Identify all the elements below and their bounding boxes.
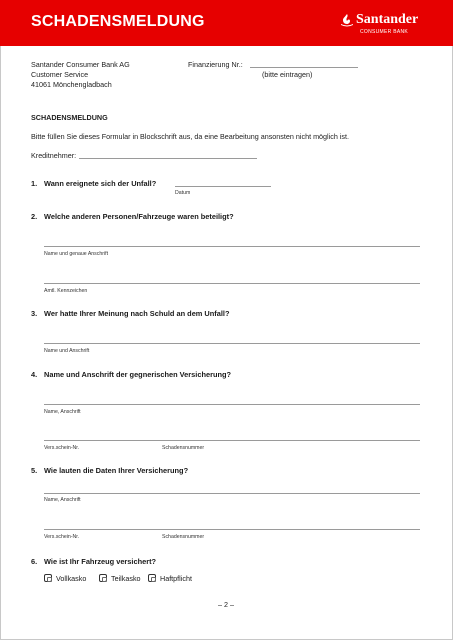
question-1-number: 1.	[31, 179, 38, 188]
address-line-2: Customer Service	[31, 70, 89, 79]
opposing-insurance-name-field[interactable]	[44, 404, 420, 405]
question-2-text: Welche anderen Personen/Fahrzeuge waren beteiligt?	[44, 212, 234, 221]
logo-subtitle: CONSUMER BANK	[360, 29, 409, 35]
opposing-insurance-policy-field[interactable]	[44, 440, 420, 441]
question-4-caption-1: Name, Anschrift	[44, 409, 81, 415]
question-1-caption: Datum	[175, 190, 191, 196]
borrower-label: Kreditnehmer:	[31, 151, 77, 160]
logo-name: Santander	[356, 12, 419, 27]
page-number: – 2 –	[218, 600, 234, 609]
page-title: SCHADENSMELDUNG	[31, 13, 205, 30]
haftpflicht-checkbox[interactable]	[148, 574, 156, 582]
form-instruction: Bitte füllen Sie dieses Formular in Blockschrift aus, da eine Bearbeitung ansonsten nicht möglich ist.	[31, 132, 350, 141]
header-bar	[0, 0, 453, 46]
other-parties-name-field[interactable]	[44, 246, 420, 247]
financing-label: Finanzierung Nr.:	[188, 60, 243, 69]
financing-number-field[interactable]	[250, 67, 358, 68]
question-5-caption-1: Name, Anschrift	[44, 497, 81, 503]
teilkasko-checkbox[interactable]	[99, 574, 107, 582]
question-5-number: 5.	[31, 466, 38, 475]
own-insurance-policy-field[interactable]	[44, 529, 420, 530]
address-line-1: Santander Consumer Bank AG	[31, 60, 130, 69]
santander-logo	[318, 12, 428, 38]
at-fault-party-field[interactable]	[44, 343, 420, 344]
question-6-text: Wie ist Ihr Fahrzeug versichert?	[44, 557, 157, 566]
financing-hint: (bitte eintragen)	[262, 70, 313, 79]
question-3-number: 3.	[31, 309, 38, 318]
accident-date-field[interactable]	[175, 186, 271, 187]
flame-icon	[340, 13, 354, 27]
question-5-text: Wie lauten die Daten Ihrer Versicherung?	[44, 466, 189, 475]
form-heading: SCHADENSMELDUNG	[31, 113, 108, 122]
vollkasko-checkbox[interactable]	[44, 574, 52, 582]
question-5-caption-3: Schadensnummer	[162, 534, 205, 540]
question-4-number: 4.	[31, 370, 38, 379]
question-4-text: Name und Anschrift der gegnerischen Versicherung?	[44, 370, 231, 379]
vollkasko-label: Vollkasko	[56, 574, 87, 583]
question-3-text: Wer hatte Ihrer Meinung nach Schuld an dem Unfall?	[44, 309, 230, 318]
question-6-number: 6.	[31, 557, 38, 566]
address-line-3: 41061 Mönchengladbach	[31, 80, 112, 89]
license-plate-field[interactable]	[44, 283, 420, 284]
question-4-caption-2: Vers.schein-Nr.	[44, 445, 80, 451]
question-2-caption-2: Amtl. Kennzeichen	[44, 288, 88, 294]
question-3-caption: Name und Anschrift	[44, 348, 90, 354]
question-2-caption-1: Name und genaue Anschrift	[44, 251, 109, 257]
question-1-text: Wann ereignete sich der Unfall?	[44, 179, 157, 188]
question-2-number: 2.	[31, 212, 38, 221]
own-insurance-name-field[interactable]	[44, 493, 420, 494]
question-5-caption-2: Vers.schein-Nr.	[44, 534, 80, 540]
haftpflicht-label: Haftpflicht	[160, 574, 192, 583]
teilkasko-label: Teilkasko	[111, 574, 141, 583]
question-4-caption-3: Schadensnummer	[162, 445, 205, 451]
borrower-field[interactable]	[79, 158, 257, 159]
